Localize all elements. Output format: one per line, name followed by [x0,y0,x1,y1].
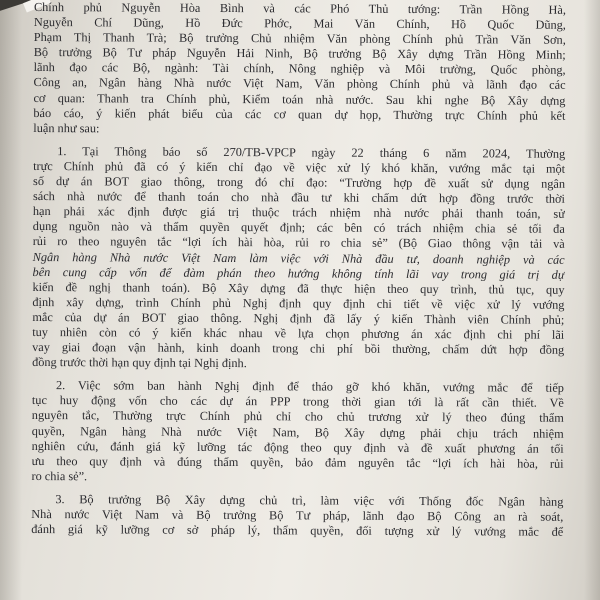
text-line: bên cung cấp vốn để đàm phán theo hướng không tính lãi vay trong giá trị dự [32,264,565,282]
text-line: lãnh đạo các Bộ, ngành: Tài chính, Nông nghiệp và Môi trường, Quốc phòng, [33,60,566,78]
text-line: sách nhà nước để thanh toán cho nhà đầu tư khi chấm dứt hợp đồng trước thời [32,189,566,206]
text-line: báo cáo, ý kiến phát biểu của các cơ quan dự họp, Thường trực Chính phủ kết [33,105,566,123]
text-line: cơ quan: Thanh tra Chính phủ, Kiểm toán nhà nước. Sau khi nghe Bộ Xây dựng [33,90,566,108]
text-line: ro chia sẻ”. [31,468,88,484]
text-line: ưu theo quy định và đúng thẩm quyền, bảo đảm nguyên tắc “lợi ích hài hòa, rủi [31,453,564,471]
text-line: mắc của dự án BOT giao thông. Nghị định đã lấy ý kiến Thành viên Chính phủ; [32,309,565,327]
text-line: định xây dựng, trình Chính phủ Nghị định quy định chi tiết về việc xử lý vướng [32,294,565,312]
text-line: nghiên cứu, đánh giá kỹ lưỡng tác động theo quy định và đề xuất phương án tối [31,438,564,456]
text-line: 3. Bộ trưởng Bộ Xây dựng chủ trì, làm việc với Thống đốc Ngân hàng [55,492,564,509]
text-line: đánh giá kỹ lưỡng cơ sở pháp lý, thẩm quyền, đối tượng xử lý vướng mắc để [31,522,564,539]
paragraph-1 [32,144,565,373]
text-line: Ngân hàng Nhà nước Việt Nam làm việc với Nhà đầu tư, doanh nghiệp và các [32,249,565,267]
text-line: Phạm Thị Thanh Trà; Bộ trưởng Chủ nhiệm Văn phòng Chính phủ Trần Văn Sơn, [33,30,566,47]
text-line: Nguyễn Chí Dũng, Hồ Đức Phớc, Mai Văn Chính, Hồ Quốc Dũng, [33,15,566,32]
text-line: Nhà nước Việt Nam và Bộ trưởng Bộ Tư pháp, lãnh đạo Bộ Công an rà soát, [31,506,564,524]
text-line: nguyên tắc, Thường trực Chính phủ chỉ cho chủ trương xử lý theo đúng thẩm [31,408,564,426]
text-line: quyền, Ngân hàng Nhà nước Việt Nam, Bộ Xây dựng phải chịu trách nhiệm [31,423,564,441]
text-line: Chính phủ Nguyễn Hòa Bình và các Phó Thủ tướng: Trần Hồng Hà, [33,0,566,17]
text-line: 2. Việc sớm ban hành Nghị định để tháo gỡ khó khăn, vướng mắc để tiếp [55,378,565,396]
text-line: số dự án BOT giao thông, trong đó chỉ đạo: “Trường hợp đề xuất sử dụng ngân [33,174,566,191]
text-line: hạn phải xác định được giá trị thuộc trách nhiệm nhà nước phải thanh toán, sử [32,204,565,222]
text-line: tuy nhiên còn có ý kiến khác nhau về lựa chọn phương án xác định chi phí lãi [32,324,565,342]
text-line: 1. Tại Thông báo số 270/TB-VPCP ngày 22 tháng 6 năm 2024, Thường [57,143,566,161]
text-line: đồng trước thời hạn quy định tại Nghị định. [32,355,247,371]
text-line: luận như sau: [33,120,100,136]
page-right-shadow [584,0,600,600]
paragraph-intro [33,0,566,139]
paragraph-2 [31,378,564,486]
paragraph-3 [31,492,563,540]
text-line: vay giai đoạn vận hành, kinh doanh trong chi phí bồi thường, chấm dứt hợp đồng [32,340,565,357]
text-line: Bộ trưởng Bộ Tư pháp Nguyễn Hải Ninh, Bộ trưởng Bộ Xây dựng Trần Hồng Minh; [33,45,566,63]
text-line: rủi ro theo nguyên tắc “lợi ích hài hòa, rủi ro chia sẻ” (Bộ Giao thông vận tải và [32,234,565,252]
document-page [31,0,566,600]
text-line: kiến đề nghị thanh toán). Bộ Xây dựng đã thực hiện theo quy trình, thủ tục, quy [32,279,565,297]
text-line: tục huy động vốn cho các dự án PPP trong thời gian tới là rất cần thiết. Về [31,393,564,411]
page-left-shadow [0,0,22,600]
text-line: Công an, Ngân hàng Nhà nước Việt Nam, Văn phòng Chính phủ và lãnh đạo các [33,75,566,93]
text-line: trực Chính phủ đã có ý kiến chỉ đạo về việc xử lý khó khăn, vướng mắc tại một [33,158,566,176]
text-line: dụng nguồn nào và thẩm quyền quyết định; các bên có trách nhiệm chia sẻ tối đa [32,219,565,237]
